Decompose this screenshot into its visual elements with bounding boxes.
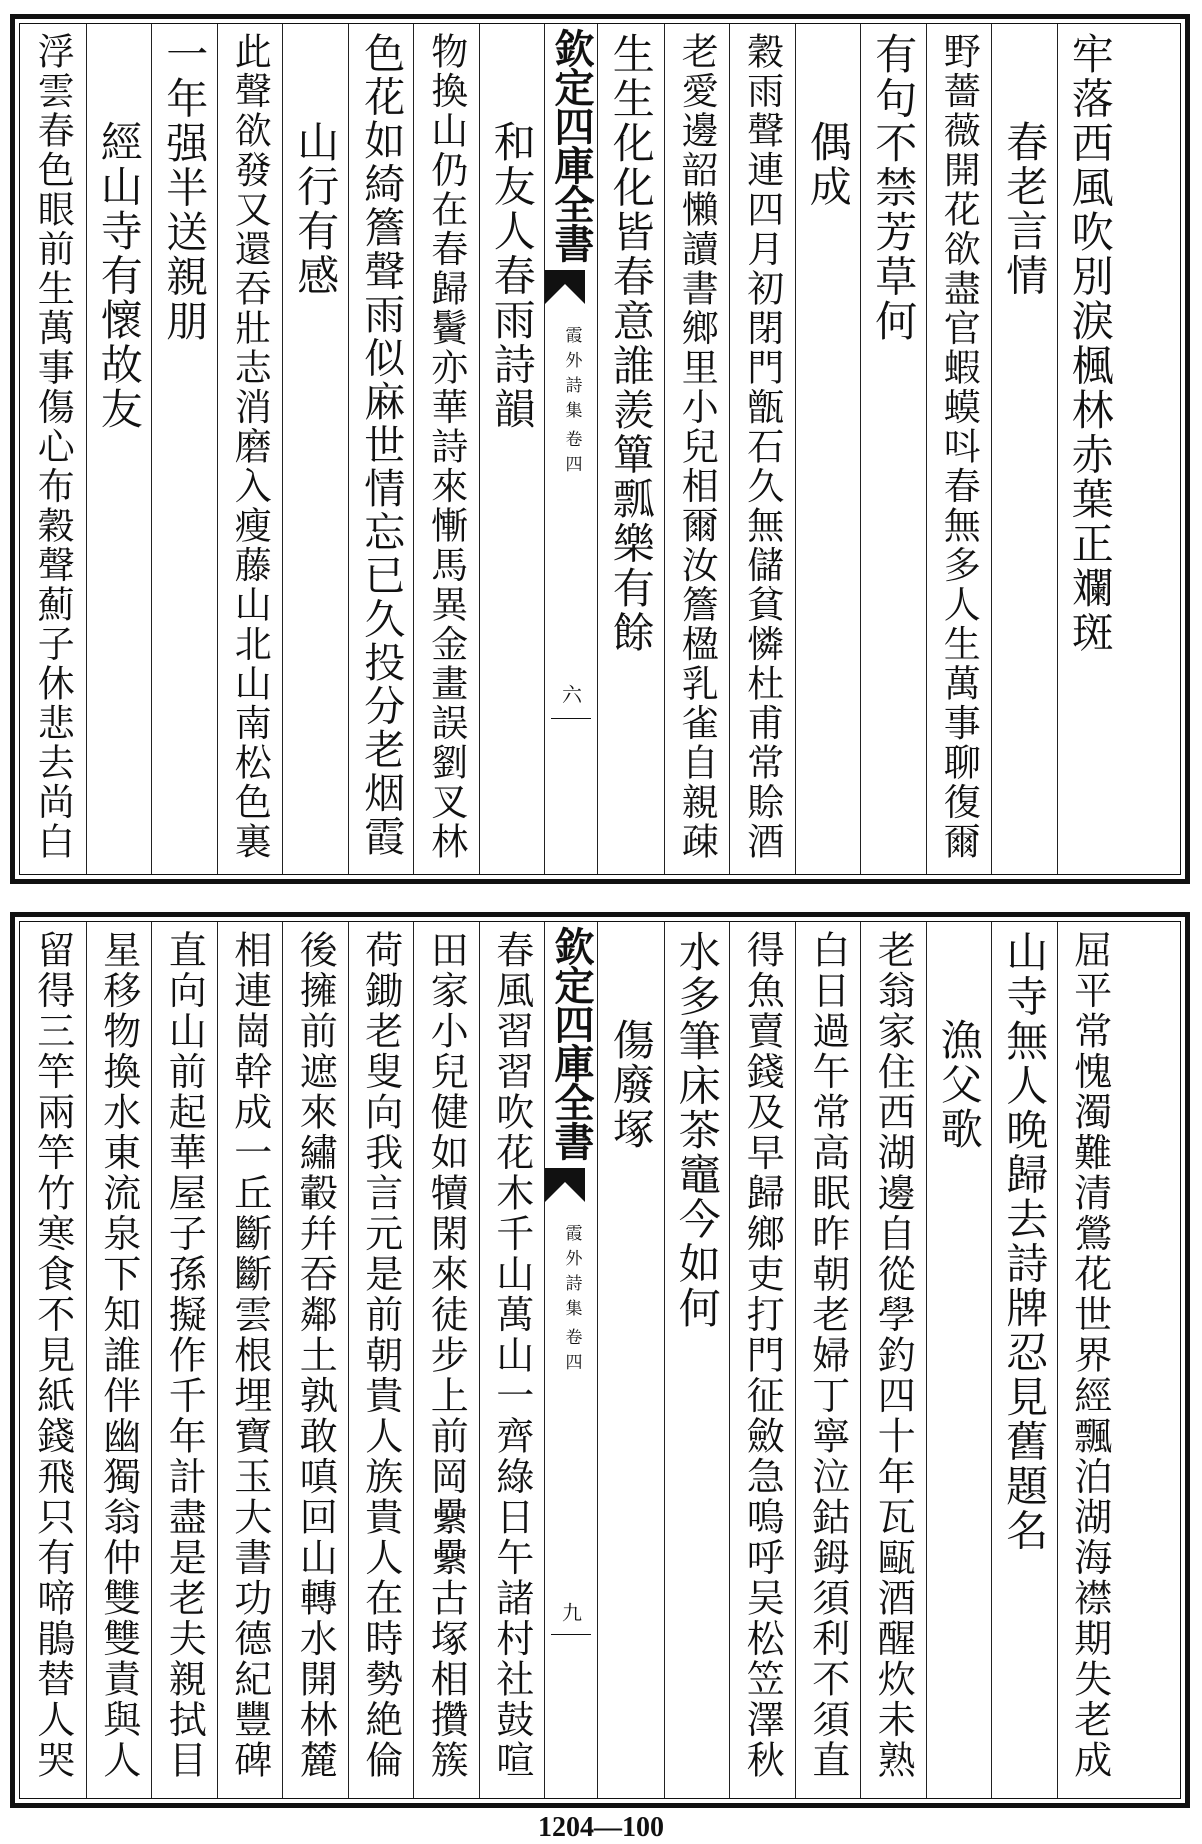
text-column bbox=[86, 922, 152, 1798]
poem-line: 有句不禁芳草何 bbox=[869, 32, 919, 344]
text-column bbox=[20, 24, 86, 874]
top-page-center-column bbox=[544, 24, 598, 874]
poem-line: 老愛邊韶懶讀書鄉里小兒相爾汝簷楹乳雀自親疎 bbox=[675, 32, 719, 862]
text-column bbox=[729, 922, 795, 1798]
poem-line: 相連崗幹成一丘斷斷雲根埋寶玉大書功德紀豐碑 bbox=[227, 930, 272, 1781]
text-column bbox=[348, 922, 414, 1798]
text-column bbox=[282, 24, 348, 874]
book-title: 霞外詩集 bbox=[561, 326, 582, 426]
bottom-page-frame bbox=[10, 912, 1190, 1808]
text-column bbox=[729, 24, 795, 874]
poem-line: 水多筆床茶竈今如何 bbox=[672, 930, 722, 1331]
text-column bbox=[598, 922, 664, 1798]
text-column bbox=[860, 24, 926, 874]
poem-line: 荷鋤老叟向我言元是前朝貴人族貴人在時勢絶倫 bbox=[358, 930, 403, 1781]
poem-title: 和友人春雨詩韻 bbox=[487, 120, 537, 432]
poem-line: 色花如綺簷聲雨似麻世情忘已久投分老烟霞 bbox=[357, 32, 406, 859]
center-rule bbox=[551, 718, 591, 719]
text-column bbox=[282, 922, 348, 1798]
poem-line: 山寺無人晚歸去詩牌忍見舊題名 bbox=[1000, 930, 1050, 1553]
poem-title: 漁父歌 bbox=[934, 1018, 984, 1152]
poem-line: 田家小兒健如犢閑來徒步上前岡纍纍古塚相攢簇 bbox=[424, 930, 469, 1781]
center-book-info bbox=[563, 326, 580, 480]
folio-number: 九 bbox=[558, 1602, 583, 1622]
text-column bbox=[926, 922, 992, 1798]
text-column bbox=[86, 24, 152, 874]
poem-line: 物換山仍在春歸鬢亦華詩來慚馬異金畫誤劉叉林 bbox=[424, 32, 468, 862]
text-column bbox=[479, 922, 545, 1798]
poem-line: 屈平常愧濁難清鶯花世界經飄泊湖海襟期失老成 bbox=[1067, 930, 1112, 1781]
poem-title: 偶成 bbox=[803, 120, 853, 209]
poem-line: 老翁家住西湖邊自從學釣四十年瓦甌酒醒炊未熟 bbox=[871, 930, 916, 1781]
center-title: 欽定四庫全書 bbox=[548, 28, 595, 262]
volume-label: 卷四 bbox=[561, 430, 582, 480]
text-column bbox=[479, 24, 545, 874]
text-column bbox=[413, 922, 479, 1798]
fishtail-mark-icon bbox=[545, 270, 585, 304]
bottom-page-center-column bbox=[544, 922, 598, 1798]
poem-line: 春風習習吹花木千山萬山一齊綠日午諸村社鼓喧 bbox=[489, 930, 534, 1781]
text-column bbox=[217, 922, 283, 1798]
text-column bbox=[860, 922, 926, 1798]
poem-line: 星移物換水東流泉下知誰伴幽獨翁仲雙雙責與人 bbox=[96, 930, 141, 1781]
top-page-frame bbox=[10, 14, 1190, 884]
text-column bbox=[348, 24, 414, 874]
center-rule bbox=[551, 1634, 591, 1635]
poem-line: 一年强半送親朋 bbox=[160, 32, 210, 344]
text-column bbox=[151, 922, 217, 1798]
text-column bbox=[991, 24, 1057, 874]
volume-label: 卷四 bbox=[561, 1328, 582, 1378]
poem-title: 經山寺有懷故友 bbox=[94, 120, 144, 432]
bottom-page-inner-border bbox=[19, 921, 1181, 1799]
poem-line: 此聲欲發又還吞壯志消磨入瘦藤山北山南松色裏 bbox=[228, 32, 272, 862]
poem-line: 牢落西風吹別淚楓林赤葉正斕斑 bbox=[1065, 32, 1115, 655]
text-column bbox=[664, 922, 730, 1798]
text-column bbox=[795, 922, 861, 1798]
top-page-inner-border bbox=[19, 23, 1181, 875]
text-column bbox=[664, 24, 730, 874]
poem-line: 白日過午常高眠昨朝老婦丁寧泣鈷鉧須利不須直 bbox=[805, 930, 850, 1781]
text-column bbox=[217, 24, 283, 874]
page-identifier: 1204—100 bbox=[538, 1812, 664, 1843]
poem-title: 春老言情 bbox=[1000, 120, 1050, 298]
center-book-info bbox=[563, 1224, 580, 1378]
text-column bbox=[1057, 922, 1123, 1798]
center-title: 欽定四庫全書 bbox=[548, 926, 595, 1160]
text-column bbox=[598, 24, 664, 874]
poem-line: 浮雲春色眼前生萬事傷心布穀聲薊子休悲去尚白 bbox=[31, 32, 75, 862]
poem-line: 野薔薇開花欲盡官蝦蟆呌春無多人生萬事聊復爾 bbox=[937, 32, 981, 862]
fishtail-mark-icon bbox=[545, 1168, 585, 1202]
poem-title: 山行有感 bbox=[291, 120, 341, 298]
poem-line: 後擁前遮來繡轂幷吞鄰土孰敢嗔回山轉水開林麓 bbox=[293, 930, 338, 1781]
text-column bbox=[795, 24, 861, 874]
poem-title: 傷廢塚 bbox=[606, 1018, 656, 1152]
text-column bbox=[413, 24, 479, 874]
poem-line: 生生化化皆春意誰羨簞瓢樂有餘 bbox=[606, 32, 656, 655]
poem-line: 直向山前起華屋子孫擬作千年計盡是老夫親拭目 bbox=[162, 930, 207, 1781]
poem-line: 穀雨聲連四月初閉門甑石久無儲貧憐杜甫常賒酒 bbox=[740, 32, 784, 862]
text-column bbox=[926, 24, 992, 874]
text-column bbox=[1057, 24, 1123, 874]
text-column bbox=[151, 24, 217, 874]
poem-line: 得魚賣錢及早歸鄉吏打門征斂急嗚呼吴松笠澤秋 bbox=[740, 930, 785, 1781]
text-column bbox=[20, 922, 86, 1798]
book-title: 霞外詩集 bbox=[561, 1224, 582, 1324]
folio-number: 六 bbox=[558, 684, 583, 704]
text-column bbox=[991, 922, 1057, 1798]
poem-line: 留得三竿兩竿竹寒食不見紙錢飛只有啼鵑替人哭 bbox=[30, 930, 75, 1781]
